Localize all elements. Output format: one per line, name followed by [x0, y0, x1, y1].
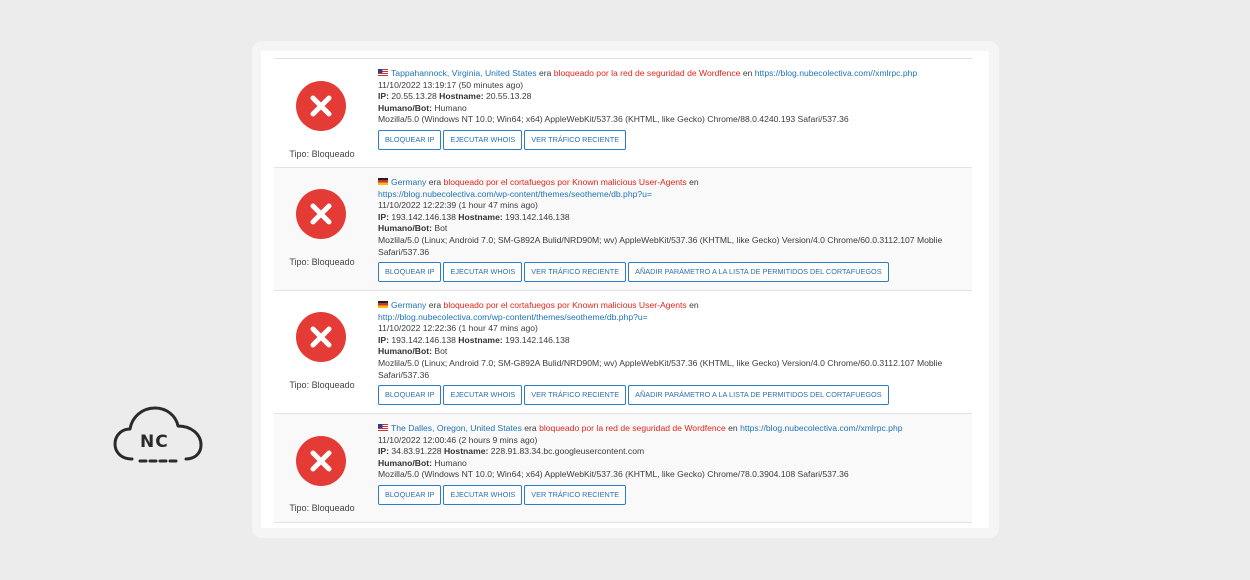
run-whois-button[interactable]: EJECUTAR WHOIS [443, 485, 522, 505]
entry-time: 11/10/2022 12:22:39 (1 hour 47 mins ago) [378, 200, 538, 211]
de-flag-icon [378, 178, 388, 185]
whitelist-param-button[interactable]: AÑADIR PARÁMETRO A LA LISTA DE PERMITIDOS DEL CORTAFUEGOS [628, 385, 889, 405]
hostname-value: 193.142.146.138 [505, 211, 570, 222]
entry-details [378, 177, 972, 282]
ip-value: 20.55.13.28 [391, 91, 437, 102]
traffic-entry [274, 167, 972, 290]
entry-ip-row [378, 212, 972, 224]
view-recent-traffic-button[interactable]: VER TRÁFICO RECIENTE [524, 485, 626, 505]
ip-value: 193.142.146.138 [391, 211, 456, 222]
ip-label: IP: [378, 334, 389, 345]
entry-preposition: en [742, 68, 753, 78]
humanbot-value: Bot [434, 223, 448, 234]
entry-preposition: en [689, 300, 699, 310]
humanbot-value: Humano [434, 457, 467, 468]
de-flag-icon [378, 301, 388, 308]
entry-humanbot-row [378, 458, 972, 470]
entry-actions [378, 385, 972, 405]
entry-verb: era [428, 177, 442, 187]
view-recent-traffic-button[interactable]: VER TRÁFICO RECIENTE [524, 262, 626, 282]
entry-time: 11/10/2022 12:22:36 (1 hour 47 mins ago) [378, 323, 538, 334]
ip-value: 34.83.91.228 [391, 446, 442, 457]
blocked-icon [296, 81, 346, 131]
entry-status [274, 291, 370, 413]
entry-ip-row [378, 446, 972, 458]
blocked-icon [296, 189, 346, 239]
traffic-entry [274, 413, 972, 523]
ip-value: 193.142.146.138 [391, 334, 456, 345]
entry-preposition: en [689, 177, 699, 187]
hostname-label: Hostname: [458, 211, 503, 222]
entry-location-link[interactable]: Germany [391, 177, 427, 187]
us-flag-icon [378, 69, 388, 76]
entry-block-reason: bloqueado por la red de seguridad de Wordfence [539, 423, 726, 433]
entry-actions [378, 130, 972, 150]
entry-details [378, 300, 972, 405]
entry-url-row [378, 189, 972, 201]
humanbot-label: Humano/Bot: [378, 457, 432, 468]
nc-cloud-logo [112, 405, 206, 467]
entry-verb: era [538, 68, 552, 78]
entry-url-link[interactable]: https://blog.nubecolectiva.com//xmlrpc.php [754, 68, 918, 78]
hostname-value: 228.91.83.34.bc.googleusercontent.com [490, 446, 645, 457]
logo-text: NC [140, 432, 169, 452]
entry-actions [378, 262, 972, 282]
entry-status [274, 414, 370, 522]
run-whois-button[interactable]: EJECUTAR WHOIS [443, 385, 522, 405]
entry-verb: era [428, 300, 442, 310]
hostname-value: 193.142.146.138 [505, 334, 570, 345]
block-ip-button[interactable]: BLOQUEAR IP [378, 385, 441, 405]
hostname-label: Hostname: [458, 334, 503, 345]
entry-time: 11/10/2022 12:00:46 (2 hours 9 mins ago) [378, 434, 538, 445]
humanbot-label: Humano/Bot: [378, 102, 432, 113]
humanbot-label: Humano/Bot: [378, 223, 432, 234]
entry-user-agent: Mozilla/5.0 (Windows NT 10.0; Win64; x64) AppleWebKit/537.36 (KHTML, like Gecko) Chrome/88.0.4240.193 Safari/537.36 [378, 114, 849, 125]
entry-summary [378, 300, 972, 312]
entry-type-label: Tipo: Bloqueado [289, 257, 355, 267]
entry-user-agent: Mozilla/5.0 (Windows NT 10.0; Win64; x64) AppleWebKit/537.36 (KHTML, like Gecko) Chrome/78.0.3904.108 Safari/537.36 [378, 469, 849, 480]
entry-humanbot-row [378, 103, 972, 115]
entry-actions [378, 485, 972, 505]
run-whois-button[interactable]: EJECUTAR WHOIS [443, 130, 522, 150]
entry-user-agent: Mozlila/5.0 (Linux; Android 7.0; SM-G892A Bulid/NRD90M; wv) AppleWebKit/537.36 (KHTML, like Gecko) Version/4.0 Chrome/60.0.3112.107 Moblie Safari/537.36 [378, 234, 943, 257]
entry-status [274, 168, 370, 290]
entry-time: 11/10/2022 13:19:17 (50 minutes ago) [378, 79, 524, 90]
entry-summary [378, 68, 972, 80]
entry-details [378, 423, 972, 505]
run-whois-button[interactable]: EJECUTAR WHOIS [443, 262, 522, 282]
entry-location-link[interactable]: Tappahannock, Virginia, United States [391, 68, 537, 78]
entry-url-link[interactable]: https://blog.nubecolectiva.com/wp-content/themes/seotheme/db.php?u= [378, 188, 652, 199]
entry-block-reason: bloqueado por el cortafuegos por Known malicious User-Agents [443, 177, 687, 187]
entry-block-reason: bloqueado por el cortafuegos por Known malicious User-Agents [443, 300, 687, 310]
humanbot-value: Humano [434, 102, 467, 113]
entry-summary [378, 423, 972, 435]
traffic-entry [274, 58, 972, 167]
ip-label: IP: [378, 446, 389, 457]
traffic-list [274, 58, 972, 523]
entry-ip-row [378, 91, 972, 103]
block-ip-button[interactable]: BLOQUEAR IP [378, 130, 441, 150]
block-ip-button[interactable]: BLOQUEAR IP [378, 262, 441, 282]
hostname-label: Hostname: [439, 91, 484, 102]
humanbot-label: Humano/Bot: [378, 346, 432, 357]
entry-preposition: en [728, 423, 738, 433]
entry-block-reason: bloqueado por la red de seguridad de Wordfence [553, 68, 741, 78]
ip-label: IP: [378, 91, 389, 102]
blocked-icon [296, 312, 346, 362]
entry-humanbot-row [378, 346, 972, 358]
view-recent-traffic-button[interactable]: VER TRÁFICO RECIENTE [524, 385, 626, 405]
entry-url-link[interactable]: https://blog.nubecolectiva.com//xmlrpc.php [740, 423, 903, 433]
live-traffic-panel [261, 51, 989, 528]
entry-verb: era [524, 423, 537, 433]
view-recent-traffic-button[interactable]: VER TRÁFICO RECIENTE [524, 130, 626, 150]
whitelist-param-button[interactable]: AÑADIR PARÁMETRO A LA LISTA DE PERMITIDOS DEL CORTAFUEGOS [628, 262, 889, 282]
hostname-label: Hostname: [443, 446, 489, 457]
entry-type-label: Tipo: Bloqueado [289, 380, 355, 390]
entry-location-link[interactable]: Germany [391, 300, 427, 310]
us-flag-icon [378, 424, 388, 431]
entry-user-agent: Mozlila/5.0 (Linux; Android 7.0; SM-G892A Bulid/NRD90M; wv) AppleWebKit/537.36 (KHTML, like Gecko) Version/4.0 Chrome/60.0.3112.107 Moblie Safari/537.36 [378, 357, 943, 380]
entry-humanbot-row [378, 223, 972, 235]
entry-ip-row [378, 335, 972, 347]
entry-status [274, 59, 370, 167]
humanbot-value: Bot [434, 346, 448, 357]
entry-location-link[interactable]: The Dalles, Oregon, United States [391, 423, 522, 433]
block-ip-button[interactable]: BLOQUEAR IP [378, 485, 441, 505]
traffic-entry [274, 290, 972, 413]
hostname-value: 20.55.13.28 [485, 91, 532, 102]
entry-summary [378, 177, 972, 189]
entry-url-link[interactable]: http://blog.nubecolectiva.com/wp-content/themes/seotheme/db.php?u= [378, 311, 648, 322]
entry-url-row [378, 312, 972, 324]
ip-label: IP: [378, 211, 389, 222]
entry-type-label: Tipo: Bloqueado [289, 149, 355, 159]
entry-type-label: Tipo: Bloqueado [289, 503, 355, 513]
entry-details [378, 68, 972, 150]
blocked-icon [296, 436, 346, 486]
